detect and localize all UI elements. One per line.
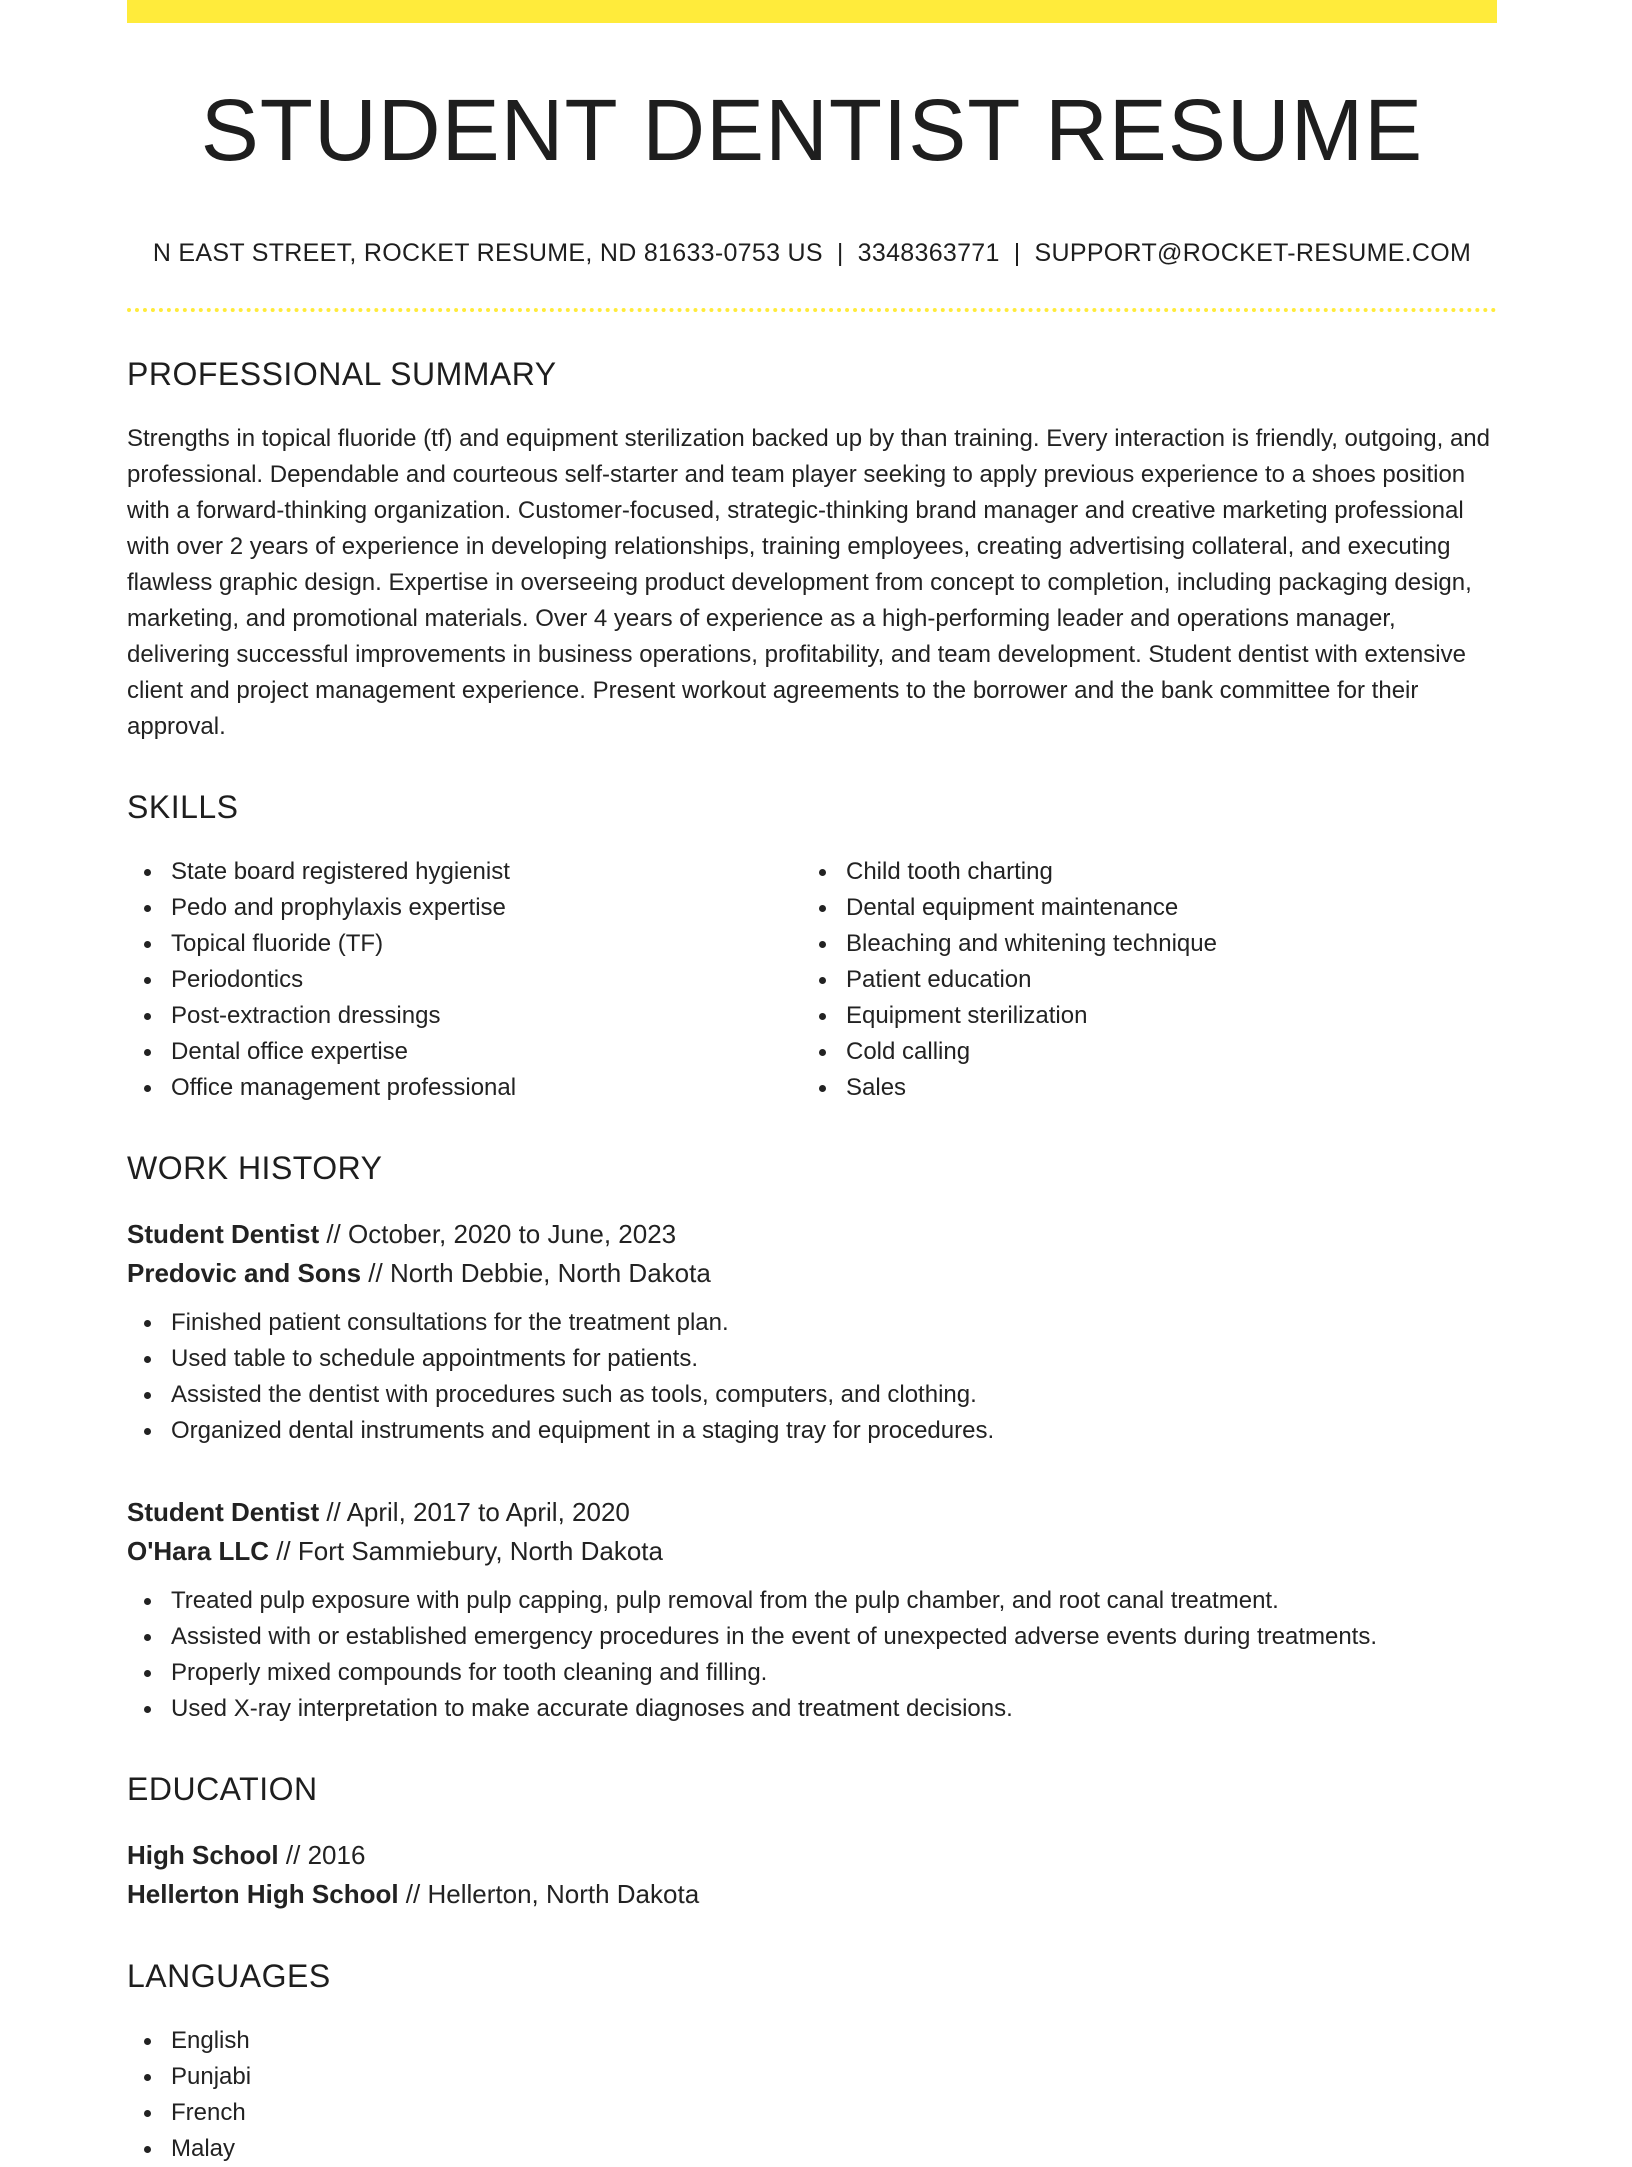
skill-item: Patient education <box>802 962 1477 998</box>
job-bullet: Used X-ray interpretation to make accurate diagnoses and treatment decisions. <box>127 1691 1497 1727</box>
contact-separator: | <box>836 238 844 267</box>
job-role: Student Dentist <box>127 1496 320 1527</box>
job-dates: // October, 2020 to June, 2023 <box>319 1218 677 1249</box>
job-role-line <box>127 1215 1497 1254</box>
job-company-line <box>127 1532 1497 1571</box>
job-bullet: Assisted the dentist with procedures such as tools, computers, and clothing. <box>127 1377 1497 1413</box>
job-bullet: Used table to schedule appointments for patients. <box>127 1341 1497 1377</box>
summary-text: Strengths in topical fluoride (tf) and equipment sterilization backed up by than training. Every interaction is friendly, outgoing, and professional. Dependable and courteous self-starter and team player seeking to apply previous experience to a shoes position with a forward-thinking organization. Customer-focused, strategic-thinking brand manager and creative marketing professional with over 2 years of experience in developing relationships, training employees, creating advertising collateral, and executing flawless graphic design. Expertise in overseeing product development from concept to completion, including packaging design, marketing, and promotional materials. Over 4 years of experience as a high-performing leader and operations manager, delivering successful improvements in business operations, profitability, and team development. Student dentist with extensive client and project management experience. Present workout agreements to the borrower and the bank committee for their approval. <box>127 424 1490 740</box>
skill-item: Child tooth charting <box>802 854 1477 890</box>
contact-phone: 3348363771 <box>857 238 1000 267</box>
language-item: Malay <box>127 2131 1497 2167</box>
job-bullet: Assisted with or established emergency procedures in the event of unexpected adverse events during treatments. <box>127 1619 1497 1655</box>
skill-item: Bleaching and whitening technique <box>802 926 1477 962</box>
section-title-work: WORK HISTORY <box>127 1149 383 1186</box>
contact-separator: | <box>1013 238 1021 267</box>
job-company: O'Hara LLC <box>127 1535 269 1566</box>
education-year: // 2016 <box>278 1839 366 1870</box>
job-bullet: Properly mixed compounds for tooth cleaning and filling. <box>127 1655 1497 1691</box>
job-bullets <box>127 1583 1497 1727</box>
language-item: English <box>127 2023 1497 2059</box>
resume-title: STUDENT DENTIST RESUME <box>200 82 1424 179</box>
contact-line <box>127 239 1497 268</box>
job-bullet: Organized dental instruments and equipment in a staging tray for procedures. <box>127 1413 1497 1449</box>
job-entry <box>127 1493 1497 1727</box>
skill-item: State board registered hygienist <box>127 854 802 890</box>
job-location: // North Debbie, North Dakota <box>361 1257 711 1288</box>
job-bullets <box>127 1305 1497 1449</box>
contact-address: N EAST STREET, ROCKET RESUME, ND 81633-0753 US <box>152 238 823 267</box>
job-company: Predovic and Sons <box>127 1257 362 1288</box>
skill-item: Post-extraction dressings <box>127 998 802 1034</box>
resume-page <box>127 0 1497 2167</box>
skill-item: Dental office expertise <box>127 1034 802 1070</box>
section-title-skills: SKILLS <box>127 788 239 825</box>
section-title-education: EDUCATION <box>127 1770 318 1807</box>
job-bullet: Treated pulp exposure with pulp capping, pulp removal from the pulp chamber, and root canal treatment. <box>127 1583 1497 1619</box>
skill-item: Dental equipment maintenance <box>802 890 1477 926</box>
education-entry <box>127 1836 1497 1914</box>
skill-item: Office management professional <box>127 1070 802 1106</box>
education-location: // Hellerton, North Dakota <box>398 1878 700 1909</box>
skill-item: Cold calling <box>802 1034 1477 1070</box>
dotted-divider <box>127 308 1497 312</box>
job-bullet: Finished patient consultations for the treatment plan. <box>127 1305 1497 1341</box>
job-role: Student Dentist <box>127 1218 320 1249</box>
skill-item: Equipment sterilization <box>802 998 1477 1034</box>
job-location: // Fort Sammiebury, North Dakota <box>268 1535 663 1566</box>
job-entry <box>127 1215 1497 1449</box>
skill-item: Topical fluoride (TF) <box>127 926 802 962</box>
language-item: French <box>127 2095 1497 2131</box>
job-company-line <box>127 1254 1497 1293</box>
education-school-line <box>127 1875 1497 1914</box>
education-degree-line <box>127 1836 1497 1875</box>
section-title-summary: PROFESSIONAL SUMMARY <box>127 355 557 392</box>
contact-email: SUPPORT@ROCKET-RESUME.COM <box>1034 238 1472 267</box>
skills-list-left <box>127 854 802 1106</box>
education-degree: High School <box>127 1839 279 1870</box>
skill-item: Sales <box>802 1070 1477 1106</box>
education-school: Hellerton High School <box>127 1878 399 1909</box>
skills-columns <box>127 854 1497 1106</box>
languages-list <box>127 2023 1497 2167</box>
job-dates: // April, 2017 to April, 2020 <box>319 1496 630 1527</box>
section-title-languages: LANGUAGES <box>127 1957 331 1994</box>
skill-item: Periodontics <box>127 962 802 998</box>
accent-top-bar <box>127 0 1497 23</box>
skills-list-right <box>802 854 1477 1106</box>
language-item: Punjabi <box>127 2059 1497 2095</box>
job-role-line <box>127 1493 1497 1532</box>
skill-item: Pedo and prophylaxis expertise <box>127 890 802 926</box>
